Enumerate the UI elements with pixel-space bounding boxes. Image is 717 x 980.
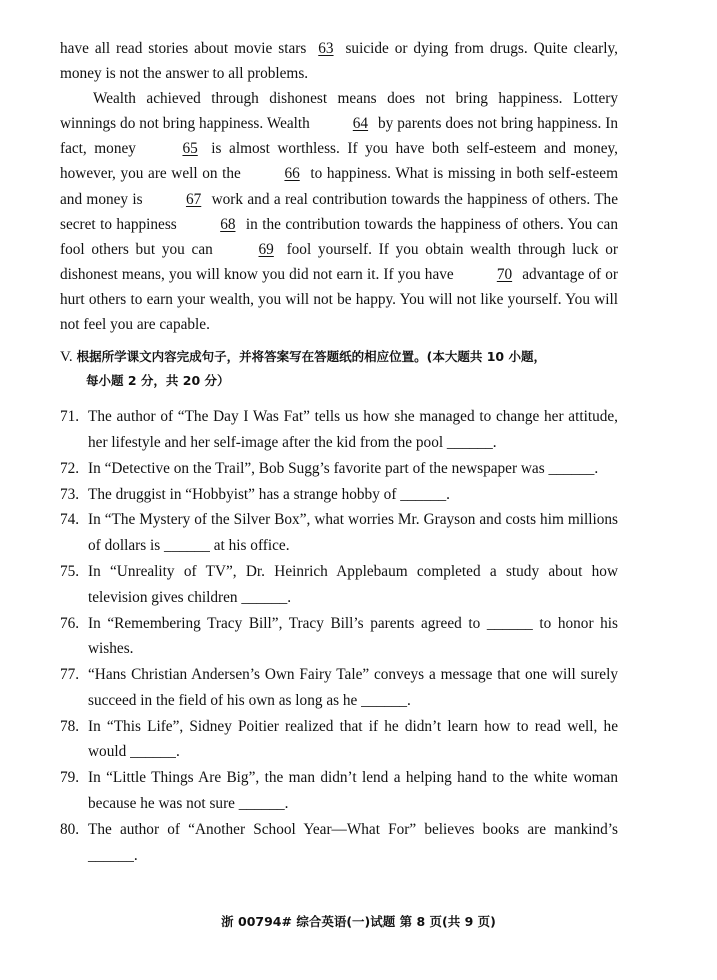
passage-text: is almost worthless. If you have both self-esteem and money, however, you are well on the: [60, 140, 618, 183]
passage-text: in the contribution towards the happiness of others. You can fool others but you can: [60, 215, 618, 258]
question-item: [60, 817, 618, 869]
blank-70: 70: [496, 265, 513, 283]
question-item: [60, 765, 618, 817]
question-text: The druggist in “Hobbyist” has a strange hobby of ______.: [88, 485, 450, 503]
question-number: 80.: [60, 820, 80, 838]
blank-66: 66: [284, 165, 300, 183]
passage-text: work and a real contribution towards the happiness of others. The secret to happiness: [60, 190, 618, 233]
passage-text: to happiness. What is missing in both self-esteem and money is: [60, 165, 618, 208]
passage-text: advantage of or hurt others to earn your wealth, you will not be happy. You will not like yourself. You will not feel you are capable.: [60, 265, 618, 334]
question-item: [60, 404, 618, 456]
question-text: The author of “The Day I Was Fat” tells us how she managed to change her attitude, her lifestyle and her self-image after the kid from the pool ______.: [88, 408, 618, 451]
question-item: [60, 714, 618, 766]
blank-68: 68: [220, 215, 236, 233]
question-item: [60, 482, 618, 508]
question-number: 77.: [60, 666, 80, 684]
question-text: In “Detective on the Trail”, Bob Sugg’s favorite part of the newspaper was ______.: [88, 459, 599, 477]
passage-text: by parents does not bring happiness. In fact, money: [60, 115, 618, 158]
question-text: “Hans Christian Andersen’s Own Fairy Tale” conveys a message that one will surely succeed in the field of his own as long as he ______.: [88, 666, 618, 709]
section-instruction-line-2: 每小题 2 分，共 20 分）: [86, 373, 230, 389]
blank-63: 63: [318, 40, 334, 57]
question-item: [60, 456, 618, 482]
question-item: [60, 559, 618, 611]
passage-paragraph-1: [60, 36, 618, 86]
blank-65: 65: [182, 140, 198, 158]
question-text: In “This Life”, Sidney Poitier realized that if he didn’t learn how to read well, he would ______.: [88, 717, 618, 761]
passage-text: fool yourself. If you obtain wealth through luck or dishonest means, you will know you did not earn it. If you have: [60, 240, 618, 283]
question-list: [60, 404, 618, 868]
blank-69: 69: [258, 240, 274, 258]
passage-text: Wealth achieved through dishonest means does not bring happiness. Lottery winnings do not bring happiness. Wealth: [60, 90, 618, 133]
passage-text: suicide or dying from drugs. Quite clearly, money is not the answer to all problems.: [60, 40, 618, 83]
question-number: 75.: [60, 562, 80, 580]
question-text: In “Little Things Are Big”, the man didn’t lend a helping hand to the white woman because he was not sure ______.: [88, 769, 618, 813]
page-footer: 浙 00794# 综合英语(一)试题 第 8 页(共 9 页): [221, 914, 496, 929]
exam-page: [60, 36, 618, 868]
question-item: [60, 662, 618, 714]
question-item: [60, 507, 618, 559]
blank-64: 64: [352, 115, 369, 133]
passage-text: have all read stories about movie stars: [60, 40, 313, 57]
question-number: 76.: [60, 614, 80, 632]
section-number: V.: [60, 349, 73, 366]
blank-67: 67: [185, 190, 202, 208]
question-number: 71.: [60, 408, 80, 426]
question-text: In “Remembering Tracy Bill”, Tracy Bill’s parents agreed to ______ to honor his wishes.: [88, 614, 618, 658]
question-number: 78.: [60, 717, 80, 735]
question-number: 79.: [60, 769, 80, 787]
section-v-heading: [60, 345, 618, 392]
question-number: 73.: [60, 485, 80, 503]
question-text: The author of “Another School Year—What For” believes books are mankind’s ______.: [88, 820, 618, 864]
question-text: In “The Mystery of the Silver Box”, what worries Mr. Grayson and costs him millions of dollars is ______ at his office.: [88, 511, 618, 555]
section-instruction-line-1: 根据所学课文内容完成句子，并将答案写在答题纸的相应位置。(本大题共 10 小题，: [76, 349, 546, 365]
question-number: 74.: [60, 511, 80, 529]
question-text: In “Unreality of TV”, Dr. Heinrich Applebaum completed a study about how television gives children ______.: [88, 562, 618, 606]
passage-paragraph-2: [60, 86, 618, 337]
question-number: 72.: [60, 459, 80, 477]
question-item: [60, 611, 618, 663]
